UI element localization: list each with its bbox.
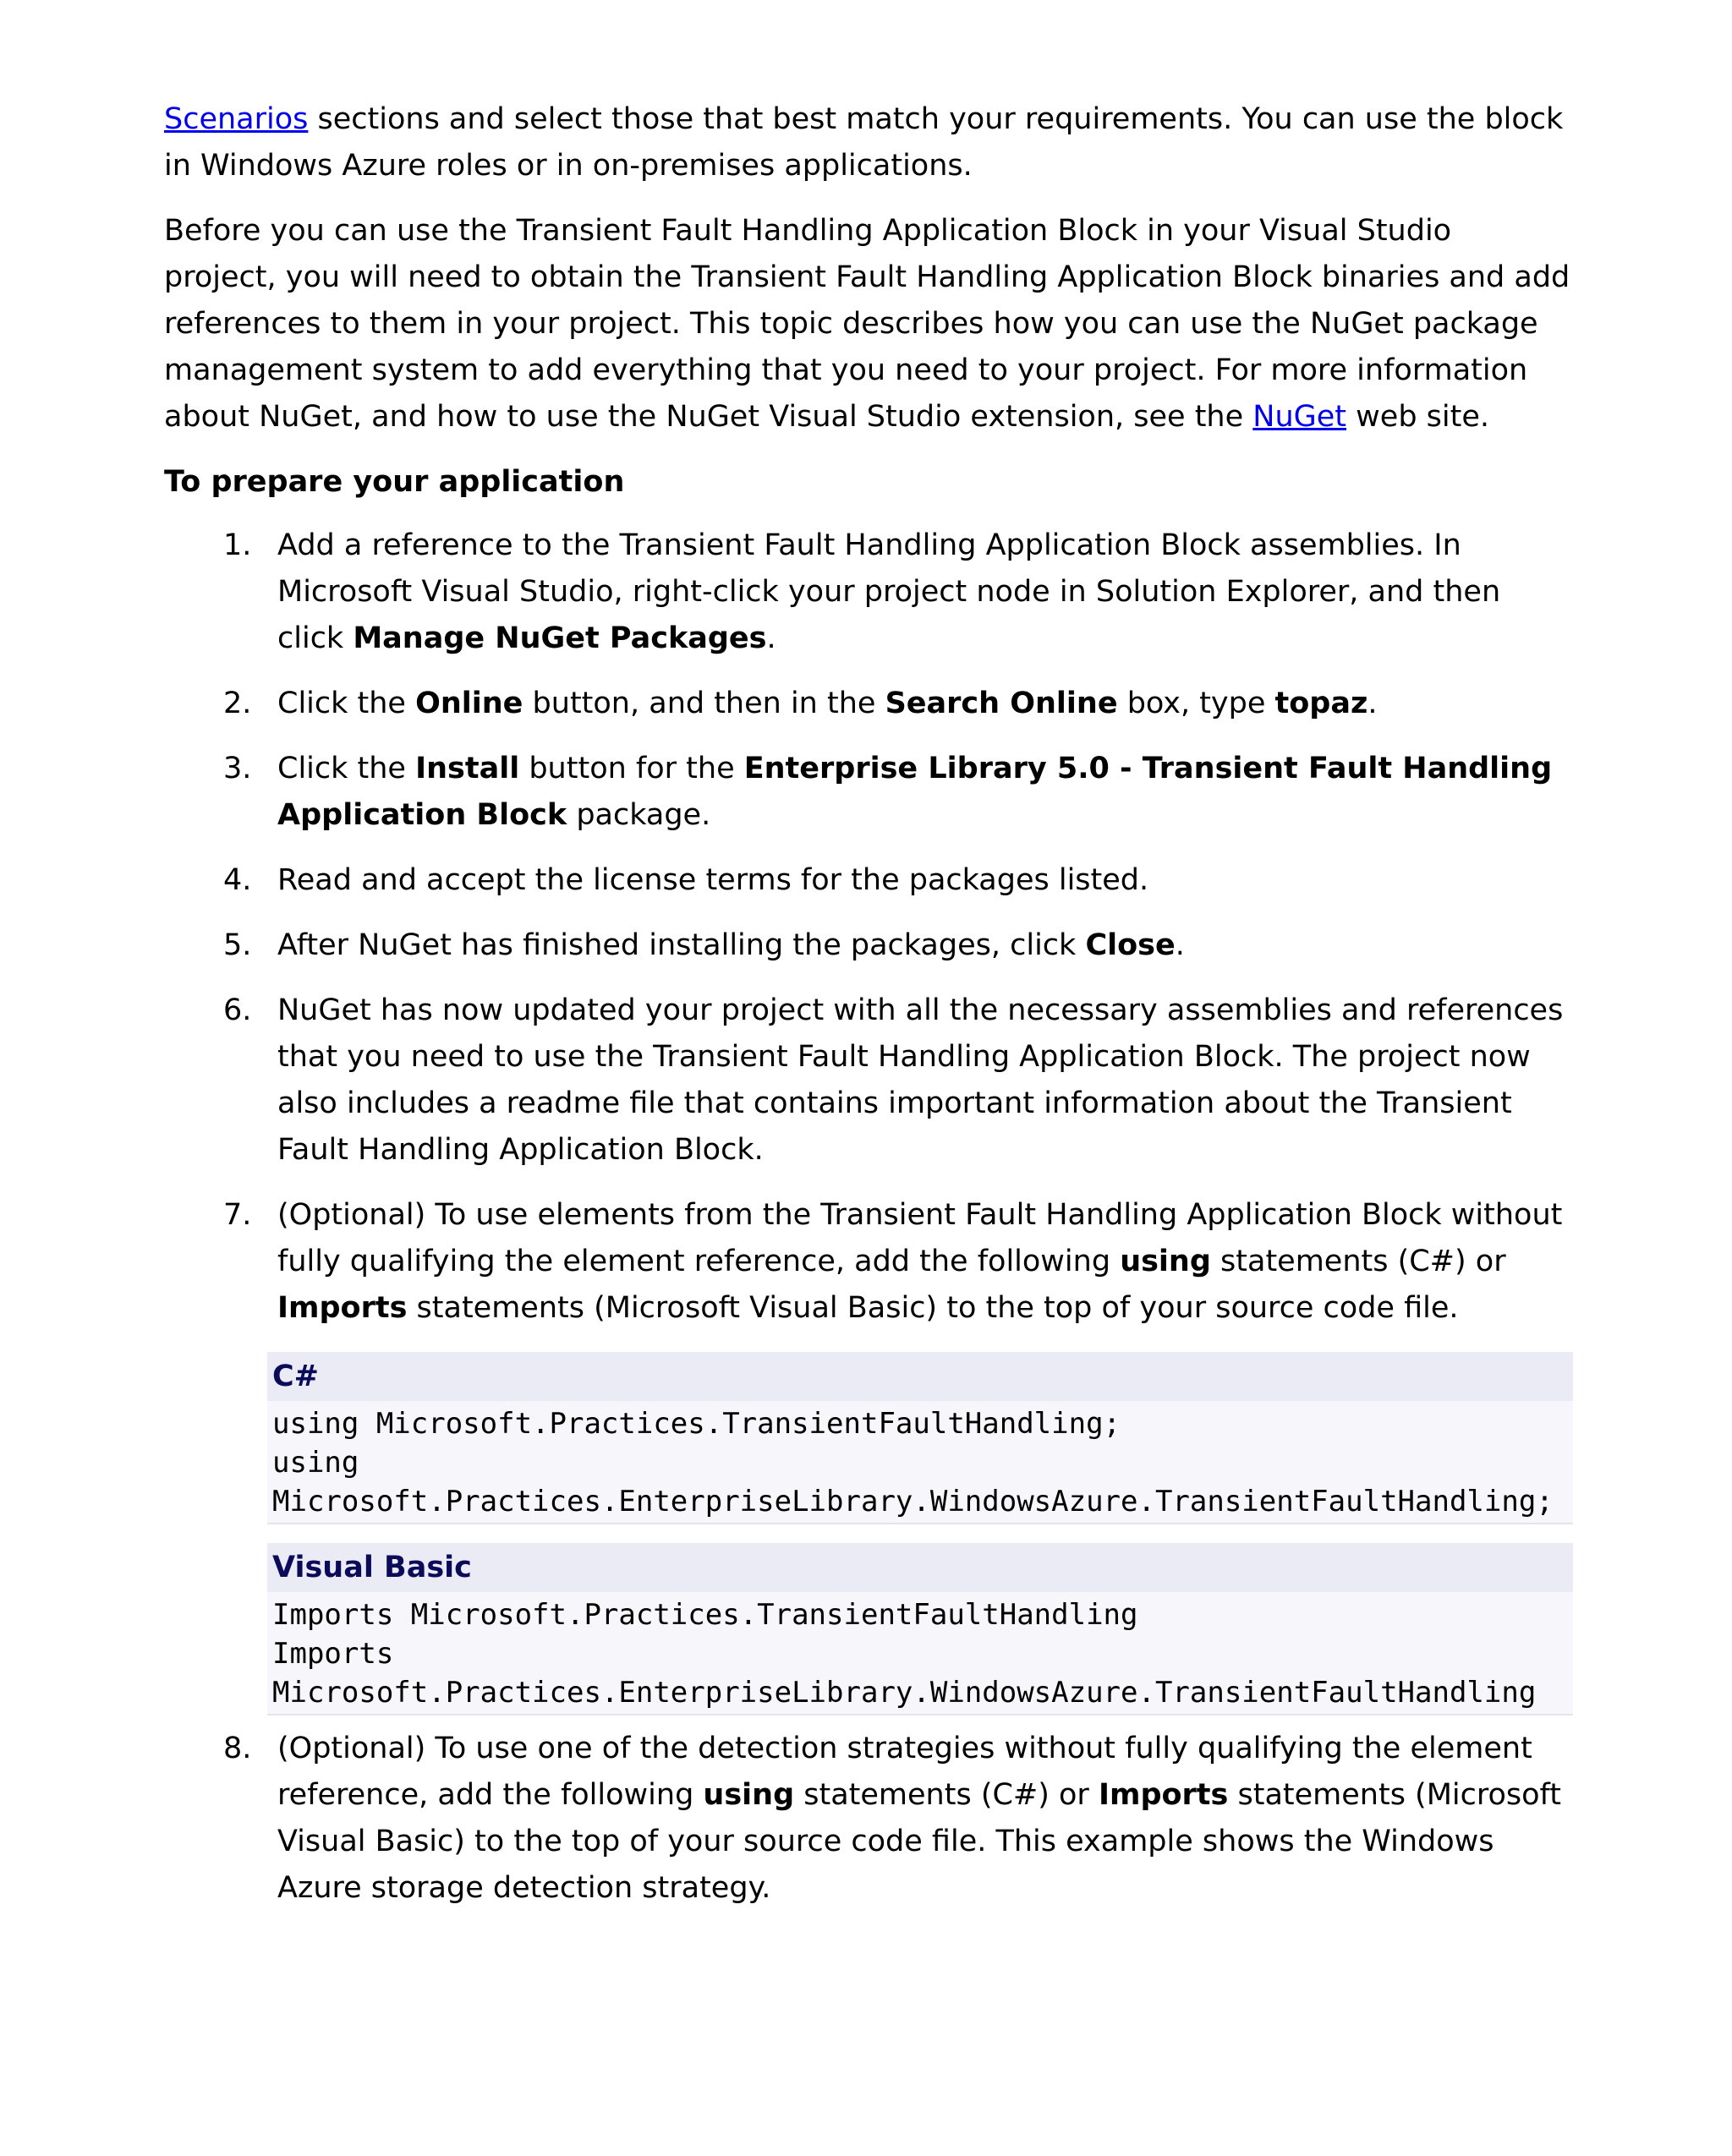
step-7 bbox=[164, 1192, 1571, 1332]
step-text: statements (Microsoft Visual Basic) to the top of your source code file. bbox=[407, 1291, 1459, 1325]
step-text: . bbox=[766, 621, 776, 655]
scenarios-link[interactable]: Scenarios bbox=[164, 102, 309, 136]
step-text: NuGet has now updated your project with all the necessary assemblies and references that you need to use the Transient Fault Handling Application Block. The project now also includes a readme file that contains important information about the Transient Fault Handling Application Block. bbox=[277, 993, 1564, 1167]
step-number: 7. bbox=[223, 1198, 252, 1232]
nuget-link[interactable]: NuGet bbox=[1252, 400, 1347, 434]
step-3 bbox=[164, 746, 1571, 839]
step-bold: using bbox=[1120, 1245, 1211, 1278]
step-text: statements (C#) or bbox=[794, 1778, 1099, 1812]
step-number: 6. bbox=[223, 993, 252, 1027]
step-text: . bbox=[1368, 687, 1378, 720]
step-number: 5. bbox=[223, 928, 252, 962]
step-text: Click the bbox=[277, 752, 416, 785]
step-text: . bbox=[1175, 928, 1185, 962]
step-bold: Close bbox=[1085, 928, 1176, 962]
steps-list bbox=[164, 523, 1571, 1332]
step-number: 8. bbox=[223, 1732, 252, 1765]
step-bold: Manage NuGet Packages bbox=[353, 621, 767, 655]
step-text: button for the bbox=[519, 752, 744, 785]
code-line: Microsoft.Practices.EnterpriseLibrary.WindowsAzure.TransientFaultHandling bbox=[272, 1676, 1537, 1710]
code-line: using bbox=[272, 1446, 359, 1480]
intro-text: sections and select those that best match your requirements. You can use the block in Windows Azure roles or in on-premises applications. bbox=[164, 102, 1564, 183]
section-heading: To prepare your application bbox=[164, 465, 625, 499]
nuget-paragraph bbox=[164, 208, 1571, 441]
step-text: (Optional) To use elements from the Transient Fault Handling Application Block without fully qualifying the element reference, add the following bbox=[277, 1198, 1563, 1278]
step-1 bbox=[164, 523, 1571, 662]
code-language-label: C# bbox=[267, 1352, 1573, 1401]
step-number: 4. bbox=[223, 863, 252, 897]
code-body bbox=[267, 1592, 1573, 1715]
step-bold: Online bbox=[415, 687, 523, 720]
step-text: After NuGet has finished installing the packages, click bbox=[277, 928, 1086, 962]
code-block-csharp bbox=[267, 1352, 1573, 1524]
step-text: statements (C#) or bbox=[1210, 1245, 1506, 1278]
step-number: 3. bbox=[223, 752, 252, 785]
step-bold: Enterprise Library 5.0 - Transient Fault Handling Application Block bbox=[277, 752, 1553, 832]
intro-paragraph bbox=[164, 96, 1571, 189]
code-line: Microsoft.Practices.EnterpriseLibrary.WindowsAzure.TransientFaultHandling; bbox=[272, 1485, 1554, 1519]
step-6 bbox=[164, 988, 1571, 1174]
step-8 bbox=[164, 1726, 1571, 1912]
step-4 bbox=[164, 857, 1571, 904]
code-line: using Microsoft.Practices.TransientFaultHandling; bbox=[272, 1407, 1121, 1441]
step-bold: topaz bbox=[1274, 687, 1368, 720]
code-language-label: Visual Basic bbox=[267, 1543, 1573, 1592]
document-page bbox=[164, 96, 1571, 1930]
step-text: statements (Microsoft Visual Basic) to the top of your source code file. This example shows the Windows Azure storage detection strategy. bbox=[277, 1778, 1561, 1905]
nuget-paragraph-tail: web site. bbox=[1346, 400, 1489, 434]
step-text: package. bbox=[567, 798, 711, 832]
code-line: Imports Microsoft.Practices.TransientFaultHandling bbox=[272, 1598, 1138, 1632]
code-line: Imports bbox=[272, 1637, 394, 1671]
step-number: 1. bbox=[223, 528, 252, 562]
step-5 bbox=[164, 922, 1571, 969]
step-text: Add a reference to the Transient Fault Handling Application Block assemblies. In Microsoft Visual Studio, right-click your project node in Solution Explorer, and then click bbox=[277, 528, 1501, 655]
step-text: Read and accept the license terms for the packages listed. bbox=[277, 863, 1149, 897]
step-text: (Optional) To use one of the detection strategies without fully qualifying the element reference, add the following bbox=[277, 1732, 1532, 1812]
step-text: box, type bbox=[1117, 687, 1275, 720]
step-bold: Imports bbox=[1098, 1778, 1229, 1812]
step-bold: using bbox=[703, 1778, 795, 1812]
step-number: 2. bbox=[223, 687, 252, 720]
step-bold: Imports bbox=[277, 1291, 408, 1325]
nuget-paragraph-text: Before you can use the Transient Fault Handling Application Block in your Visual Studio project, you will need to obtain the Transient Fault Handling Application Block binaries and add references to them in your project. This topic describes how you can use the NuGet package management system to add everything that you need to your project. For more information about NuGet, and how to use the NuGet Visual Studio extension, see the bbox=[164, 214, 1570, 434]
steps-list-continued bbox=[164, 1726, 1571, 1912]
code-body bbox=[267, 1401, 1573, 1524]
step-text: Click the bbox=[277, 687, 416, 720]
step-bold: Install bbox=[415, 752, 520, 785]
code-block-vb bbox=[267, 1543, 1573, 1715]
step-text: button, and then in the bbox=[523, 687, 885, 720]
step-2 bbox=[164, 681, 1571, 727]
step-bold: Search Online bbox=[885, 687, 1118, 720]
